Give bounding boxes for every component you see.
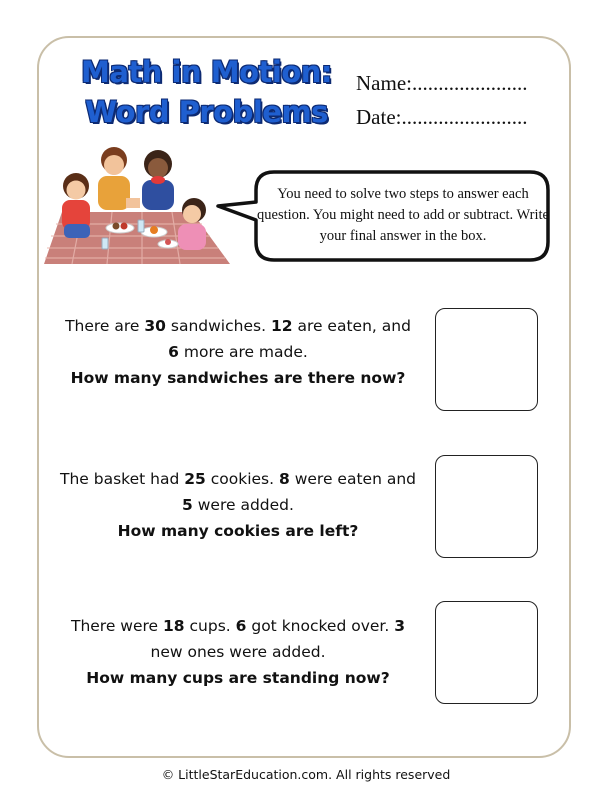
question-1 xyxy=(58,313,418,391)
worksheet-title xyxy=(64,52,349,132)
q2-text-a: The basket had xyxy=(60,470,185,488)
q2-question: How many cookies are left? xyxy=(117,522,359,540)
date-field[interactable]: Date:........................ xyxy=(356,105,528,129)
q2-text-d: were added. xyxy=(192,496,294,514)
answer-box-3[interactable] xyxy=(435,601,538,704)
q1-text-a: There are xyxy=(65,317,145,335)
answer-box-2[interactable] xyxy=(435,455,538,558)
q3-number-2: 6 xyxy=(235,617,247,635)
q3-text-d: new ones were added. xyxy=(150,643,326,661)
student-fields xyxy=(356,66,527,134)
title-line-2: Word Problems xyxy=(85,95,328,129)
picnic-children-illustration xyxy=(42,140,232,268)
title-line-1: Math in Motion: xyxy=(81,55,332,89)
q3-number-3: 3 xyxy=(394,617,406,635)
q3-text-c: got knocked over. xyxy=(246,617,395,635)
q1-text-b: sandwiches. xyxy=(165,317,271,335)
answer-box-1[interactable] xyxy=(435,308,538,411)
q2-number-3: 5 xyxy=(182,496,193,514)
q1-number-1: 30 xyxy=(144,317,166,335)
q2-number-1: 25 xyxy=(184,470,206,488)
q3-text-a: There were xyxy=(70,617,164,635)
instructions-text: You need to solve two steps to answer each question. You might need to add or subtract. Write your final answer in the box. xyxy=(257,186,549,244)
q1-number-3: 6 xyxy=(168,343,179,361)
name-field[interactable]: Name:...................... xyxy=(356,71,528,95)
q1-text-d: more are made. xyxy=(178,343,308,361)
q1-text-c: are eaten, and xyxy=(292,317,411,335)
q1-number-2: 12 xyxy=(270,317,293,335)
q3-number-1: 18 xyxy=(163,617,185,635)
q1-question: How many sandwiches are there now? xyxy=(70,369,406,387)
q3-question: How many cups are standing now? xyxy=(86,669,390,687)
q3-text-b: cups. xyxy=(184,617,236,635)
question-2 xyxy=(58,466,418,544)
q2-text-b: cookies. xyxy=(205,470,279,488)
q2-number-2: 8 xyxy=(278,470,290,488)
copyright-footer: © LittleStarEducation.com. All rights reserved xyxy=(161,767,451,782)
question-3 xyxy=(58,613,418,691)
q2-text-c: were eaten and xyxy=(289,470,416,488)
